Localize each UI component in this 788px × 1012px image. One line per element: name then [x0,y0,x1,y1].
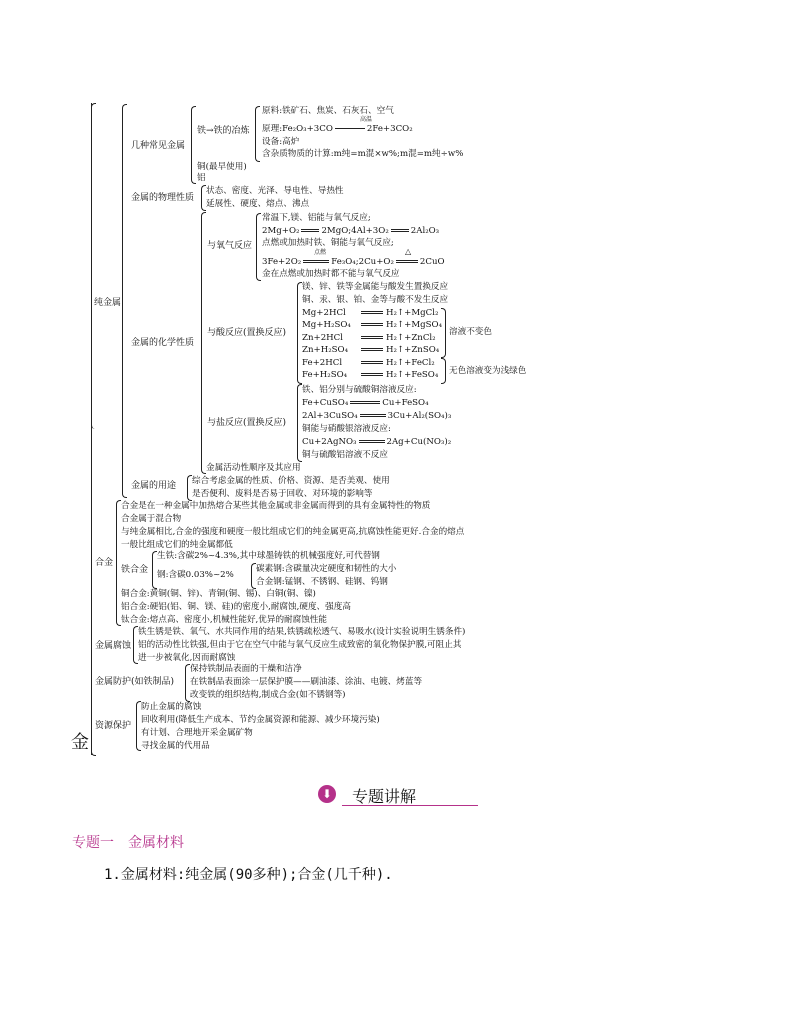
acid-equation [302,333,436,343]
physical-line1: 状态、密度、光泽、导电性、导热性 [206,186,344,196]
iron-principle-left: 原理:Fe₂O₃+3CO [262,124,333,134]
protection-l1: 保持铁制品表面的干燥和洁净 [190,664,302,674]
corrosion-l2: 铝的活动性比铁强,但由于它在空气中能与氧气反应生成致密的氧化物保护膜,可阻止其 [138,640,462,650]
root-label: 金 [71,732,89,753]
corrosion-l1: 铁生锈是铁、氧气、水共同作用的结果,铁锈疏松透气、易吸水(设计实验说明生锈条件) [138,627,466,637]
eq-sign [359,440,385,443]
salt-l2b: Cu+FeSO₄ [382,398,429,408]
alloy-l1: 合金是在一种金属中加热熔合某些其他金属或非金属而得到的具有金属特性的物质 [121,501,431,511]
uses-l1: 综合考虑金属的性质、价格、资源、是否美观、使用 [192,476,390,486]
acid-equation-left: Mg+2HCl [302,308,346,318]
oxygen-l2c: 2Al₂O₃ [410,226,440,236]
iron-equipment: 设备:高炉 [262,137,300,147]
iron-principle [262,124,413,134]
pure-metal-brace [122,104,127,498]
salt-l3 [302,411,451,421]
acid-equation-right: H₂↑+ZnCl₂ [386,332,436,343]
acid-equation [302,320,442,330]
copper-label: 铜(最早使用) [197,162,247,172]
alloy-l2: 合金属于混合物 [121,514,182,524]
acid-equation-right: H₂↑+FeCl₂ [386,357,435,368]
salt-l2a: Fe+CuSO₄ [302,398,349,408]
acid-l2: 铜、汞、银、铂、金等与酸不发生反应 [302,295,449,305]
acid-equation-right: H₂↑+ZnSO₄ [386,345,440,356]
arrow-down-icon: ⬇ [318,785,336,803]
al-alloy: 铝合金:硬铝(铝、铜、镁、硅)的密度小,耐腐蚀,硬度、强度高 [121,602,351,612]
corrosion-label: 金属腐蚀 [95,641,132,651]
eq-sign [361,311,383,314]
acid-note2: 无色溶液变为浅绿色 [449,366,527,376]
copper-alloy: 铜合金:黄铜(铜、锌)、青铜(铜、锡)、白铜(铜、镍) [121,589,316,599]
uses-label: 金属的用途 [131,481,177,491]
alloy-label: 合金 [95,558,114,568]
acid-equation-left: Fe+2HCl [302,357,343,368]
salt-l5b: 2Ag+Cu(NO₃)₂ [386,437,452,447]
oxygen-l3: 点燃或加热时铁、铜能与氧气反应; [262,238,394,248]
pure-metal-label: 纯金属 [94,298,122,308]
iron-brace [255,106,260,162]
uses-l2: 是否便利、废料是否易于回收、对环境的影响等 [192,489,373,499]
oxygen-l4a: 3Fe+2O₂ [262,257,302,267]
salt-l4: 铜能与硝酸银溶液反应: [302,424,391,434]
chemical-label: 金属的化学性质 [131,338,195,348]
iron-principle-arrow [335,128,365,129]
eq-sign [391,229,409,232]
oxygen-l5: 金在点燃或加热时都不能与氧气反应 [262,269,400,279]
ti-alloy: 钛合金:熔点高、密度小,机械性能好,优异的耐腐蚀性能 [121,615,328,625]
acid-l1: 镁、锌、铁等金属能与酸发生置换反应 [302,282,449,292]
oxygen-cond2: △ [405,247,412,256]
acid-equation [302,370,438,380]
acid-equation-right: H₂↑+MgCl₂ [386,308,439,318]
oxygen-l4 [262,257,445,267]
oxygen-l4c: 2CuO [419,257,445,267]
acid-brace-right-2 [441,358,446,384]
acid-equation-left: Zn+2HCl [302,332,343,343]
resources-l4: 寻找金属的代用品 [141,741,210,751]
acid-equation [302,358,435,368]
carbon-steel: 碳素钢:含碳量决定硬度和韧性的大小 [256,564,397,574]
resources-label: 资源保护 [95,721,132,731]
acid-equation [302,308,438,318]
iron-alloy-label: 铁合金 [121,565,149,575]
protection-l2: 在铁制品表面涂一层保护膜——刷油漆、涂油、电镀、烤蓝等 [190,677,423,687]
physical-label: 金属的物理性质 [131,193,195,203]
salt-l6: 铜与硫酸铝溶液不反应 [302,450,388,460]
eq-sign [350,401,380,404]
common-metals-label: 几种常见金属 [131,141,186,151]
oxygen-l4b: Fe₃O₄;2Cu+O₂ [331,257,394,267]
paragraph-1: 1.金属材料:纯金属(90多种);合金(几千种). [104,867,393,883]
eq-sign [303,260,329,263]
eq-sign [361,348,383,351]
acid-equation-right: H₂↑+MgSO₄ [386,320,443,331]
iron-calc: 含杂质物质的计算:m纯=m混×w%;m混=m纯÷w% [262,149,464,159]
protection-label: 金属防护(如铁制品) [95,677,175,687]
salt-l2 [302,398,429,408]
aluminum-label: 铝 [197,173,206,183]
iron-condition: 高温 [360,116,373,123]
chemical-brace [201,212,206,474]
acid-note1: 溶液不变色 [449,327,492,337]
eq-sign [361,373,383,376]
alloy-l4: 一般比组成它们的纯金属都低 [121,540,233,550]
oxygen-l2b: 2MgO;4Al+3O₂ [321,226,389,236]
eq-sign [361,336,383,339]
acid-equation-right: H₂↑+FeSO₄ [386,370,439,380]
root-brace-top [91,103,96,429]
oxygen-cond1: 点燃 [314,249,327,256]
acid-equation-left: Mg+H₂SO₄ [302,320,351,331]
oxygen-l2a: 2Mg+O₂ [262,226,300,236]
alloy-l3: 与纯金属相比,合金的强度和硬度一般比组成它们的纯金属更高,抗腐蚀性能更好.合金的熔点 [121,527,465,537]
iron-raw: 原料:铁矿石、焦炭、石灰石、空气 [262,106,394,116]
eq-sign [360,414,386,417]
root-brace-bottom [91,428,96,756]
iron-principle-right: 2Fe+3CO₂ [366,124,413,134]
protection-l3: 改变铁的组织结构,制成合金(如不锈钢等) [190,690,346,700]
resources-l2: 回收利用(降低生产成本、节约金属资源和能源、减少环境污染) [141,715,380,725]
iron-smelting-label: 铁→铁的冶炼 [197,126,250,136]
salt-l5 [302,437,451,447]
corrosion-l3: 进一步被氧化,因而耐腐蚀 [138,653,236,663]
section-header [318,783,458,807]
common-metals-brace [191,106,196,184]
steel: 钢:含碳0.03%~2% [157,570,234,580]
eq-sign [396,260,418,263]
acid-brace-right-1 [441,308,446,358]
oxygen-label: 与氧气反应 [207,241,253,251]
salt-l3a: 2Al+3CuSO₄ [302,411,358,421]
eq-sign [361,361,383,364]
pig-iron: 生铁:含碳2%~4.3%,其中球墨铸铁的机械强度好,可代替钢 [157,551,380,561]
salt-l5a: Cu+2AgNO₃ [302,437,357,447]
salt-l3b: 3Cu+Al₂(SO₄)₃ [387,411,452,421]
physical-line2: 延展性、硬度、熔点、沸点 [206,199,310,209]
oxygen-brace [256,213,261,281]
acid-equation-left: Fe+H₂SO₄ [302,370,348,380]
alloy-steel: 合金钢:锰钢、不锈钢、硅钢、钨钢 [256,577,388,587]
salt-l1: 铁、铝分别与硫酸铜溶液反应: [302,385,417,395]
resources-l1: 防止金属的腐蚀 [141,702,202,712]
oxygen-l2 [262,226,439,236]
topic-title: 专题一 金属材料 [72,835,184,851]
oxygen-l1: 常温下,镁、铝能与氧气反应; [262,213,371,223]
resources-l3: 有计划、合理地开采金属矿物 [141,728,253,738]
eq-sign [361,323,383,326]
acid-label: 与酸反应(置换反应) [207,328,287,338]
acid-equation-left: Zn+H₂SO₄ [302,345,349,356]
activity-series: 金属活动性顺序及其应用 [206,463,301,473]
eq-sign [301,229,319,232]
section-header-underline [342,805,478,806]
acid-equation [302,345,439,355]
salt-label: 与盐反应(置换反应) [207,418,287,428]
section-header-text: 专题讲解 [352,787,417,806]
